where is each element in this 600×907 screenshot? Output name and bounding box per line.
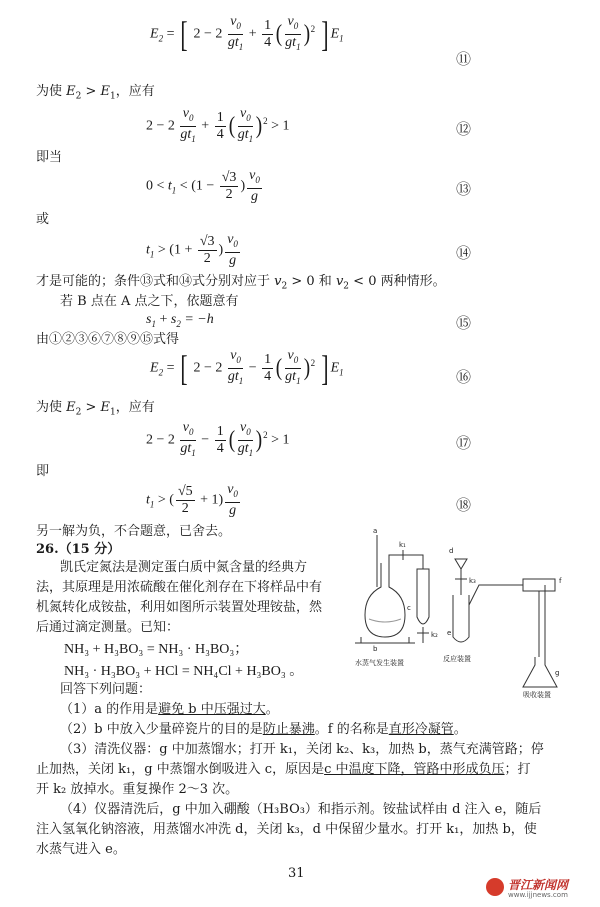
- equation-12: 2 − 2 $\frac{v_0}{gt_1}$ + $\frac{1}{4}$ ( $\frac{v_0}{gt_1}$ )$^2$ > 1: [146, 106, 290, 144]
- page-number: 31: [288, 866, 305, 881]
- label-a: a: [373, 527, 378, 535]
- equation-17: 2 − 2 $\frac{v_0}{gt_1}$ − $\frac{1}{4}$ ( $\frac{v_0}{gt_1}$ )$^2$ > 1: [146, 420, 290, 458]
- answer-1: （1）a 的作用是避免 b 中压强过大。: [60, 702, 279, 717]
- label-f: f: [559, 577, 562, 585]
- equation-16: $E_2$ = [ 2 − 2 $\frac{v_0}{gt_1}$ − $\frac{1}{4}$ ( $\frac{v_0}{gt_1}$ )$^2$ ] $E_1$: [150, 348, 344, 389]
- question-26-title: 26.（15 分）: [36, 542, 121, 557]
- q26-ask: 回答下列问题：: [60, 682, 152, 697]
- watermark-logo: [486, 876, 594, 902]
- answer-2: （2）b 中放入少量碎瓷片的目的是防止暴沸。f 的名称是直形冷凝管。: [60, 722, 467, 737]
- answer-2-fill-2: 直形冷凝管: [388, 722, 454, 737]
- label-g: g: [555, 669, 560, 677]
- label-k1: k₁: [399, 541, 406, 549]
- equation-number-16: ⑯: [456, 368, 472, 386]
- equation-number-18: ⑱: [456, 496, 472, 514]
- answer-4-line-1: （4）仪器清洗后，g 中加入硼酸（H₃BO₃）和指示剂。铵盐试样由 d 注入 e，随后: [60, 802, 542, 817]
- reaction-2: NH₃ · H₃BO₃ + HCl = NH₄Cl + H₃BO₃ 。: [64, 664, 304, 679]
- equation-number-15: ⑮: [456, 314, 472, 332]
- equation-number-17: ⑰: [456, 434, 472, 452]
- text-condition-2: 为使 $E_2 > E_1$，应有: [36, 400, 155, 418]
- equation-number-14: ⑭: [456, 244, 472, 262]
- caption-steam-generator: 水蒸气发生装置: [355, 659, 404, 667]
- vessel-c: [417, 569, 429, 624]
- answer-3-line-2: 止加热，关闭 k₁，g 中蒸馏水倒吸进入 c，原因是c 中温度下降，管路中形成负压；打: [36, 762, 531, 777]
- equation-number-12: ⑫: [456, 120, 472, 138]
- caption-absorption: 吸收装置: [523, 691, 551, 699]
- watermark-name: 晋江新闻网: [508, 878, 569, 892]
- caption-reaction: 反应装置: [443, 655, 471, 663]
- equation-number-13: ⑬: [456, 180, 472, 198]
- equation-number-11: ⑪: [456, 50, 472, 68]
- answer-4-line-2: 注入氢氧化钠溶液，用蒸馏水冲洗 d，关闭 k₃，d 中保留少量水。打开 k₁，加热 b，使: [36, 822, 537, 837]
- reaction-1: NH₃ + H₃BO₃ = NH₃ · H₃BO₃；: [64, 642, 249, 657]
- vessel-e: [453, 595, 469, 642]
- text-ji: 即: [36, 464, 50, 479]
- text-ruo: 若 B 点在 A 点之下，依题意有: [60, 294, 239, 309]
- text-you: 由①②③⑥⑦⑧⑨⑮式得: [36, 332, 180, 347]
- answer-3-line-3: 开 k₂ 放掉水。重复操作 2～3 次。: [36, 782, 239, 797]
- answer-4-line-3: 水蒸气进入 e。: [36, 842, 126, 857]
- label-k3: k₃: [469, 577, 476, 585]
- text-huo: 或: [36, 212, 50, 227]
- funnel-d: [455, 559, 467, 569]
- text-condition-1: 为使 $E_2 > E_1$，应有: [36, 84, 155, 102]
- q26-intro-3: 机氮转化成铵盐，利用如图所示装置处理铵盐，然: [36, 600, 323, 615]
- equation-14: $t_1 > (1$ + $\frac{√3}{2}$ ) $\frac{v_0}{g}$: [146, 232, 238, 268]
- text-jidang: 即当: [36, 150, 63, 165]
- apparatus-figure: [355, 525, 570, 700]
- tube-e-to-f: [469, 585, 523, 605]
- flask-g: [523, 657, 560, 687]
- logo-icon: [486, 878, 504, 896]
- tube-b-to-c: [389, 555, 423, 569]
- label-e: e: [447, 629, 452, 637]
- answer-3-line-1: （3）清洗仪器：g 中加蒸馏水；打开 k₁，关闭 k₂、k₃，加热 b，蒸气充满管路；停: [60, 742, 544, 757]
- q26-intro-1: 凯氏定氮法是测定蛋白质中氮含量的经典方: [60, 560, 308, 575]
- answer-3-fill: c 中温度下降，管路中形成负压: [324, 762, 505, 777]
- flask-b: [365, 563, 405, 637]
- answer-2-fill-1: 防止暴沸: [262, 722, 315, 737]
- text-lingyi: 另一解为负，不合题意，已舍去。: [36, 524, 232, 539]
- equation-18: $t_1$ > ( $\frac{√5}{2}$ + 1) $\frac{v_0}{g}$: [146, 482, 238, 518]
- equation-13: $0 < t_1 < (1$ − $\frac{√3}{2}$ ) $\frac{v_0}{g}$: [146, 168, 260, 204]
- text-cai: 才是可能的；条件⑬式和⑭式分别对应于 $v_2 > 0$ 和 $v_2 < 0$ 两种情形。: [36, 274, 446, 292]
- label-c: c: [407, 604, 411, 612]
- equation-15: $s_1 + s_2 = -h$: [146, 312, 214, 329]
- label-b: b: [373, 645, 378, 653]
- label-d: d: [449, 547, 454, 555]
- q26-intro-2: 法，其原理是用浓硫酸在催化剂存在下将样品中有: [36, 580, 323, 595]
- q26-intro-4: 后通过滴定测量。已知：: [36, 620, 180, 635]
- condenser-f: [523, 579, 555, 591]
- equation-11: $E_2$ = [ 2 − 2 $\frac{v_0}{gt_1}$ + $\frac{1}{4}$ ( $\frac{v_0}{gt_1}$ )$^2$ ] $E_1$: [150, 14, 344, 55]
- watermark-url: www.ijjnews.com: [508, 891, 568, 899]
- answer-1-fill: 避免 b 中压强过大: [158, 702, 266, 717]
- label-k2: k₂: [431, 631, 438, 639]
